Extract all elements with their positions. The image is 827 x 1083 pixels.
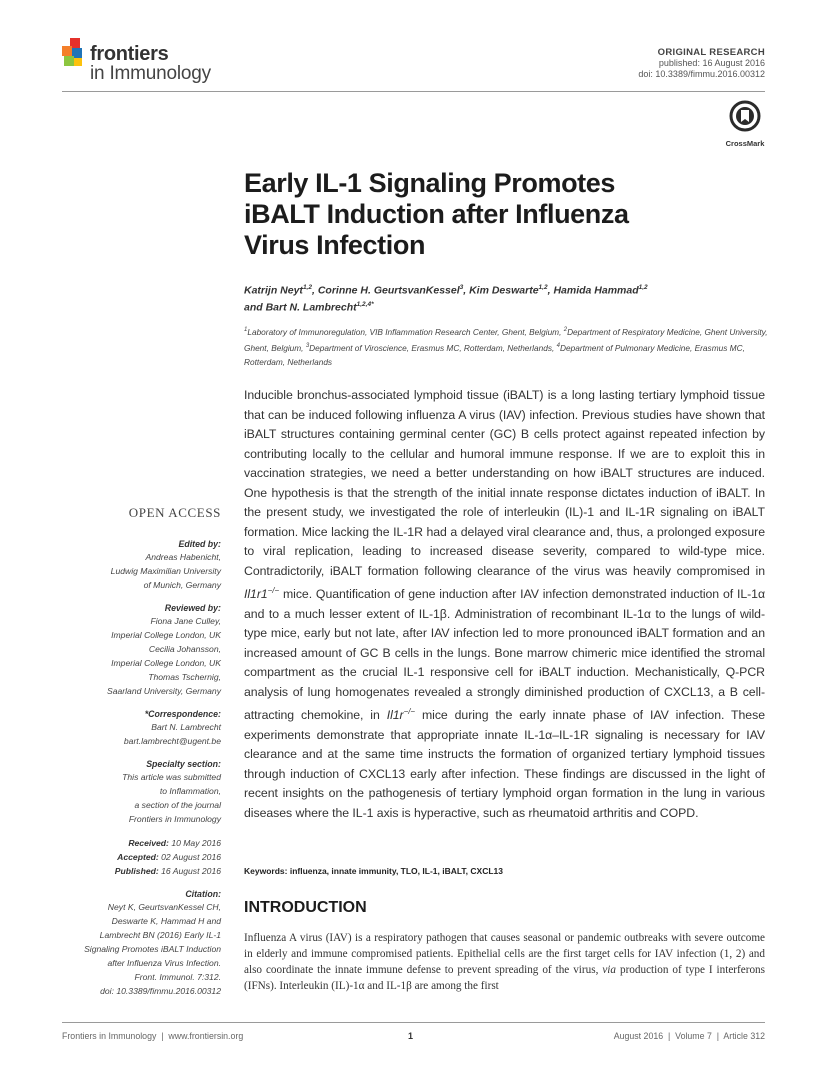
- citation-label: Citation:: [185, 889, 221, 899]
- affil-number: 1: [244, 327, 248, 333]
- reviewer-line: Imperial College London, UK: [111, 658, 221, 668]
- published-date-sidebar: [62, 864, 221, 878]
- doi-link[interactable]: doi: 10.3389/fimmu.2016.00312: [638, 69, 765, 79]
- abstract: [244, 386, 765, 823]
- specialty-line: This article was submitted: [122, 772, 221, 782]
- author-affil-ref: 1,2: [302, 284, 312, 291]
- crossmark-badge[interactable]: [724, 100, 766, 146]
- genotype-sup: −/−: [403, 707, 416, 717]
- reviewer-line: Imperial College London, UK: [111, 630, 221, 640]
- open-access-label: OPEN ACCESS: [128, 505, 221, 520]
- title-line-1: Early IL-1 Signaling Promotes: [244, 168, 615, 198]
- author-affil-ref: 1,2: [538, 284, 548, 291]
- affil-number: 3: [305, 342, 310, 349]
- published-date: published: 16 August 2016: [658, 58, 765, 68]
- article-meta: [638, 47, 765, 80]
- specialty-line: Frontiers in Immunology: [128, 814, 221, 824]
- citation: [62, 888, 221, 998]
- affil-number: 4: [556, 342, 560, 349]
- footer-issue-info: August 2016 | Volume 7 | Article 312: [613, 1031, 765, 1041]
- correspondence: [62, 708, 221, 748]
- correspondence-name: Bart N. Lambrecht: [151, 722, 221, 732]
- correspondence-email[interactable]: bart.lambrecht@ugent.be: [123, 736, 221, 746]
- keywords: [244, 866, 765, 876]
- editor-line: Ludwig Maximilian University: [110, 566, 221, 576]
- reviewer-line: Fiona Jane Culley,: [150, 616, 221, 626]
- page-number: 1: [408, 1031, 414, 1041]
- affiliation: Department of Viroscience, Erasmus MC, Rotterdam, Netherlands,: [309, 342, 555, 353]
- keywords-list: influenza, innate immunity, TLO, IL-1, iBALT, CXCL13: [289, 866, 503, 876]
- intro-text: production of type I interferons (IFNs). Interleukin (IL)-1α and IL-1β are among the first: [244, 964, 765, 992]
- citation-line: Lambrecht BN (2016) Early IL-1: [99, 930, 221, 940]
- citation-line: Neyt K, GeurtsvanKessel CH,: [107, 902, 221, 912]
- citation-line: Signaling Promotes iBALT Induction: [84, 944, 221, 954]
- author-affil-ref: 3: [459, 284, 464, 291]
- article-info-sidebar: [62, 505, 221, 1008]
- affil-number: 2: [563, 327, 568, 333]
- intro-emphasis: via: [602, 964, 617, 976]
- accepted-label: Accepted:: [117, 852, 159, 862]
- reviewer-line: Cecilia Johansson,: [148, 644, 221, 654]
- author[interactable]: and Bart N. Lambrecht: [244, 301, 357, 313]
- edited-by-label: Edited by:: [178, 539, 221, 549]
- reviewed-by-label: Reviewed by:: [164, 603, 221, 613]
- title-line-2: iBALT Induction after Influenza: [244, 199, 629, 229]
- accepted-value: 02 August 2016: [161, 852, 221, 862]
- reviewer-line: Thomas Tschernig,: [148, 672, 221, 682]
- introduction-paragraph: [244, 930, 765, 994]
- specialty-label: Specialty section:: [146, 759, 221, 769]
- gene-name: Il1r1: [244, 587, 268, 602]
- author[interactable]: Katrijn Neyt: [244, 284, 303, 297]
- footer-journal-link[interactable]: Frontiers in Immunology | www.frontiersin.org: [62, 1031, 244, 1041]
- affiliations: [244, 323, 769, 369]
- corresponding-mark: *: [371, 300, 374, 308]
- received-value: 10 May 2016: [171, 838, 221, 848]
- citation-line: Front. Immunol. 7:312.: [134, 972, 221, 982]
- article-type: ORIGINAL RESEARCH: [657, 47, 765, 58]
- citation-line: after Influenza Virus Infection.: [107, 958, 221, 968]
- article-dates: [62, 836, 221, 878]
- logo-word-frontiers: frontiers: [90, 43, 169, 65]
- section-heading-introduction: INTRODUCTION: [244, 899, 367, 916]
- editor-line: Andreas Habenicht,: [145, 552, 221, 562]
- article-title: [244, 168, 724, 261]
- journal-logo: [62, 38, 242, 88]
- reviewed-by: [62, 602, 221, 698]
- crossmark-label: CrossMark: [725, 139, 765, 148]
- specialty-line: a section of the journal: [134, 800, 221, 810]
- gene-name: Il1r: [386, 708, 404, 723]
- logo-word-journal: in Immunology: [90, 63, 211, 84]
- received-date: [62, 836, 221, 850]
- author-list: Katrijn Neyt$^{1,2}$, Corinne H. GeurtsvanKessel$^3$, Kim Deswarte$^{1,2}$, Hamida Hammad$^{1,2}$ and Bart N. Lambrecht$^{1,2,4*}$: [244, 284, 648, 313]
- citation-line: Deswarte K, Hammad H and: [111, 916, 221, 926]
- intro-text: Influenza A virus (IAV) is a respiratory pathogen that causes seasonal or pandemic outbreaks with severe outcome in elderly and immune compromised patients. Epithelial cells are the first target cells for IAV infection (1, 2) and also coordinate the innate immune defense to prevent spreading of the virus,: [244, 932, 765, 976]
- footer-divider: [62, 1022, 765, 1023]
- keywords-label: Keywords:: [244, 866, 288, 876]
- editor-line: of Munich, Germany: [143, 580, 221, 590]
- published-label: Published:: [114, 866, 159, 876]
- received-label: Received:: [128, 838, 169, 848]
- abstract-text: mice. Quantification of gene induction after IAV infection demonstrated induction of IL-1α and to a much lesser extent of IL-1β. Administration of recombinant IL-1α to the lungs of wild-type mice, early but not late, after IAV infection led to more pronounced iBALT formation and an increased amount of GC B cells in the lungs. Bone marrow chimeric mice identified the stromal compartment as the crucial IL-1 responsive cell for iBALT induction. Mechanistically, Q-PCR analysis of lung homogenates revealed a strongly diminished production of CXCL13, a B cell-attracting chemokine, in: [244, 587, 765, 723]
- author[interactable]: Hamida Hammad: [553, 284, 639, 297]
- specialty-line: to Inflammation,: [159, 786, 221, 796]
- edited-by: [62, 538, 221, 592]
- abstract-text: Inducible bronchus-associated lymphoid tissue (iBALT) is a long lasting tertiary lymphoid tissue that can be induced following influenza A virus (IAV) infection. Previous studies have shown that iBALT structures containing germinal center (GC) B cells protect against repeated infection by contributing locally to the cellular and humoral immune response. If we are to exploit this in vaccination strategies, we need a better understanding on how iBALT structures are induced. One hypothesis is that the strength of the initial innate response dictates induction of iBALT. In the present study, we investigated the role of interleukin (IL)-1 and IL-1R signaling on iBALT formation. Mice lacking the IL-1R had a delayed viral clearance and, thus, a prolonged exposure to viral replication, leading to increased disease severity, compared to wild-type mice. Contradictorily, iBALT formation following clearance of the virus was heavily compromised in: [244, 388, 765, 578]
- abstract-text: mice during the early innate phase of IAV infection. These experiments demonstrate that appropriate innate IL-1α–IL-1R signaling is necessary for IAV clearance and at the same time instructs the formation of organized tertiary lymphoid tissues through induction of CXCL13 early after infection. These findings are discussed in the light of recent insights on the pathogenesis of tertiary lymphoid organ formation in the lung in various diseases where the IL-1 axis is hyperactive, such as rheumatoid arthritis and COPD.: [244, 708, 765, 820]
- author-affil-ref: 1,2,4: [356, 300, 372, 308]
- specialty-section: [62, 758, 221, 826]
- reviewer-line: Saarland University, Germany: [107, 686, 221, 696]
- affiliation: Department of Respiratory Medicine, Ghent University, Ghent, Belgium,: [244, 326, 768, 353]
- citation-line[interactable]: doi: 10.3389/fimmu.2016.00312: [100, 986, 221, 996]
- author[interactable]: Kim Deswarte: [469, 284, 539, 297]
- author[interactable]: Corinne H. GeurtsvanKessel: [317, 284, 460, 297]
- title-line-3: Virus Infection: [244, 230, 426, 260]
- affiliation: Laboratory of Immunoregulation, VIB Inflammation Research Center, Ghent, Belgium,: [247, 326, 562, 337]
- author-affil-ref: 1,2: [638, 284, 648, 291]
- published-value: 16 August 2016: [161, 866, 221, 876]
- crossmark-icon: [729, 100, 761, 132]
- affiliation: Department of Pulmonary Medicine, Erasmus MC, Rotterdam, Netherlands: [244, 342, 745, 367]
- frontiers-logo-icon: [62, 38, 88, 68]
- genotype-sup: −/−: [267, 586, 280, 595]
- header-divider: [62, 91, 765, 92]
- correspondence-label: *Correspondence:: [144, 709, 221, 719]
- accepted-date: [62, 850, 221, 864]
